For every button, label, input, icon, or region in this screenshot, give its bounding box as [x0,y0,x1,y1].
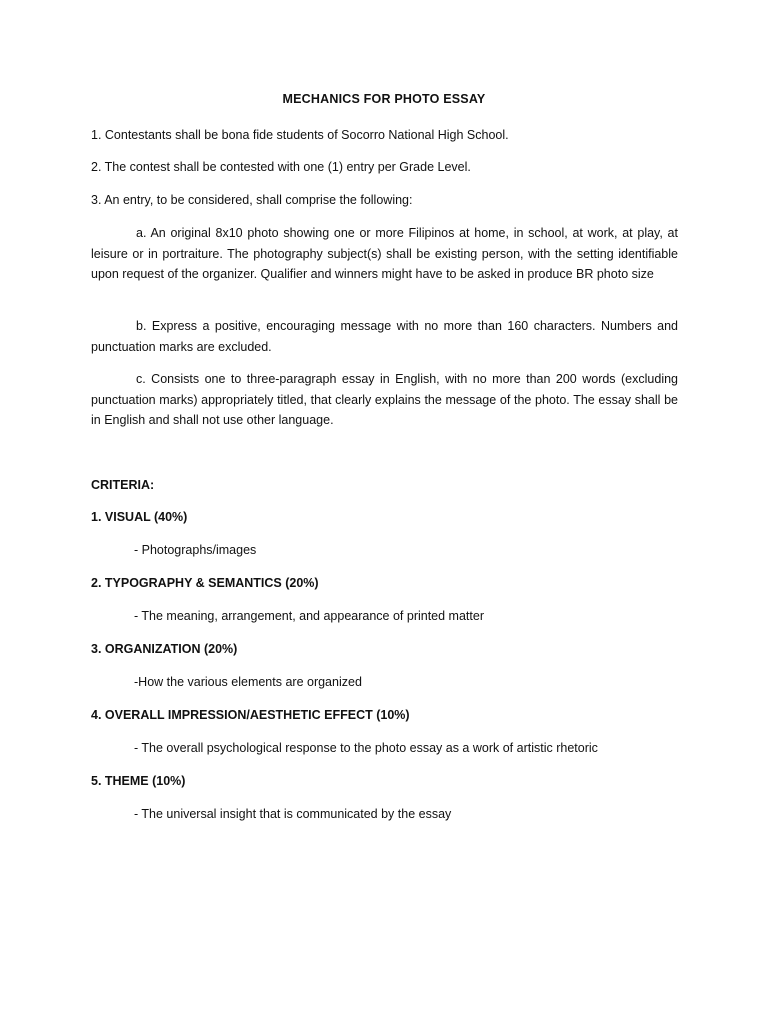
criterion-4-label: 4. OVERALL IMPRESSION/AESTHETIC EFFECT (10%) [91,708,410,722]
rule-1: 1. Contestants shall be bona fide students of Socorro National High School. [91,128,509,142]
document-title: MECHANICS FOR PHOTO ESSAY [282,92,486,106]
criterion-4-desc: - The overall psychological response to the photo essay as a work of artistic rhetoric [134,741,598,755]
criterion-2-desc: - The meaning, arrangement, and appearance of printed matter [134,609,484,623]
criterion-3-label: 3. ORGANIZATION (20%) [91,642,238,656]
sub-item-c: c. Consists one to three-paragraph essay in English, with no more than 200 words (excluding punctuation marks) appropriately titled, that clearly explains the message of the photo. The essay shall be in English and shall not use other language. [91,372,678,427]
sub-item-b: b. Express a positive, encouraging message with no more than 160 characters. Numbers and punctuation marks are excluded. [91,319,678,354]
criterion-1-desc: - Photographs/images [134,543,257,557]
criteria-heading: CRITERIA: [91,478,155,492]
rule-3: 3. An entry, to be considered, shall comprise the following: [91,193,413,207]
criterion-3-desc: -How the various elements are organized [134,675,362,689]
rule-2: 2. The contest shall be contested with one (1) entry per Grade Level. [91,160,471,174]
criterion-5-label: 5. THEME (10%) [91,774,186,788]
criterion-2-label: 2. TYPOGRAPHY & SEMANTICS (20%) [91,576,319,590]
criterion-5-desc: - The universal insight that is communicated by the essay [134,807,452,821]
sub-item-a: a. An original 8x10 photo showing one or more Filipinos at home, in school, at work, at play, at leisure or in portraiture. The photography subject(s) shall be existing person, with the setting identifiable upon request of the organizer. Qualifier and winners might have to be asked in produce BR photo size [91,226,678,281]
criterion-1-label: 1. VISUAL (40%) [91,510,188,524]
